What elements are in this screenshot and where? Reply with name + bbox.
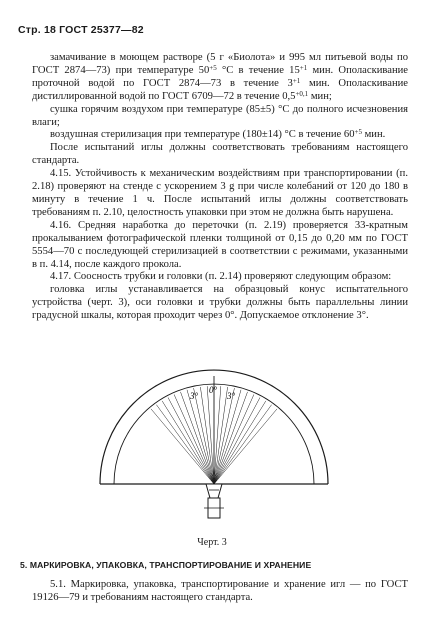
conical-needle-head (206, 484, 222, 498)
needle-fan-line (214, 390, 241, 484)
protractor-figure (98, 366, 330, 524)
label-left-3deg: 3° (190, 391, 199, 401)
section-title: 5. МАРКИРОВКА, УПАКОВКА, ТРАНСПОРТИРОВАНИЕ И ХРАНЕНИЕ (20, 560, 312, 570)
needle-fan-line (187, 390, 214, 484)
paragraph-4-16: 4.16. Средняя наработка до переточки (п. 2.19) проверяется 33-кратным прокалыванием фотографической пленки толщиной от 0,15 до 0,20 мм по ГОСТ 5554—70 с последующей стерилизацией в соответствии с режимами, указанными в п. 4.14, после каждого прокола. (32, 219, 408, 270)
needle-fan-line (214, 398, 260, 485)
needle-fan-line (214, 409, 277, 484)
needle-fan-line (214, 395, 254, 485)
needle-fan-line (151, 409, 214, 484)
needle-fan-line (214, 387, 228, 484)
paragraph-drying: сушка горячим воздухом при температуре (85±5) °С до полного исчезновения влаги; (32, 103, 408, 128)
document-body (32, 52, 408, 323)
paragraph-sterilization: воздушная стерилизация при температуре (180±14) °С в течение $60^{+5}$ мин. (50, 128, 386, 141)
needle-fan-line (168, 398, 214, 485)
paragraph-head-check: головка иглы устанавливается на образцовый конус испытательного устройства (черт. 3), оси головки и трубки должны быть параллельны линии градусной шкалы, которая проходит через 0°. Допускаемое отклонение 3°. (32, 284, 408, 322)
needle-fan-line (200, 387, 214, 484)
needle-fan-line (214, 386, 221, 484)
paragraph-4-15: 4.15. Устойчивость к механическим воздействиям при транспортировании (п. 2.18) проверяют на стенде с ускорением 3 g при числе колебаний от 120 до 180 в минуту в течение 1 ч. После испытаний иглы должны соответствовать требованиям п. 2.10, целостность упаковки при этом не должна быть нарушена. (32, 168, 408, 218)
page-header: Стр. 18 ГОСТ 25377—82 (18, 24, 144, 36)
section-body (32, 578, 408, 604)
needle-fan-line (207, 386, 214, 484)
label-right-3deg: 3° (227, 391, 236, 401)
figure-caption: Черт. 3 (197, 537, 227, 548)
paragraph-after-tests: После испытаний иглы должны соответствовать требованиям настоящего стандарта. (32, 142, 408, 167)
paragraph-5-1: 5.1. Маркировка, упаковка, транспортирование и хранение игл — по ГОСТ 19126—79 и требованиям настоящего стандарта. (32, 579, 408, 603)
label-zero: 0° (209, 385, 218, 395)
paragraph-4-17: 4.17. Соосность трубки и головки (п. 2.14) проверяют следующим образом: (50, 271, 392, 283)
needle-fan-line (174, 395, 214, 485)
paragraph-soaking: замачивание в моющем растворе (5 г «Биолота» и 995 мл питьевой воды по ГОСТ 2874—73) при температуре $50^{+5}$ °С в течение $15^{+1}$ мин. Ополаскивание проточной водой по ГОСТ 2874—73 в течение $3^{+1}$ мин. Ополаскивание дистиллированной водой по ГОСТ 6709—72 в течение $0,5^{+0,1}$ мин; (32, 52, 409, 102)
